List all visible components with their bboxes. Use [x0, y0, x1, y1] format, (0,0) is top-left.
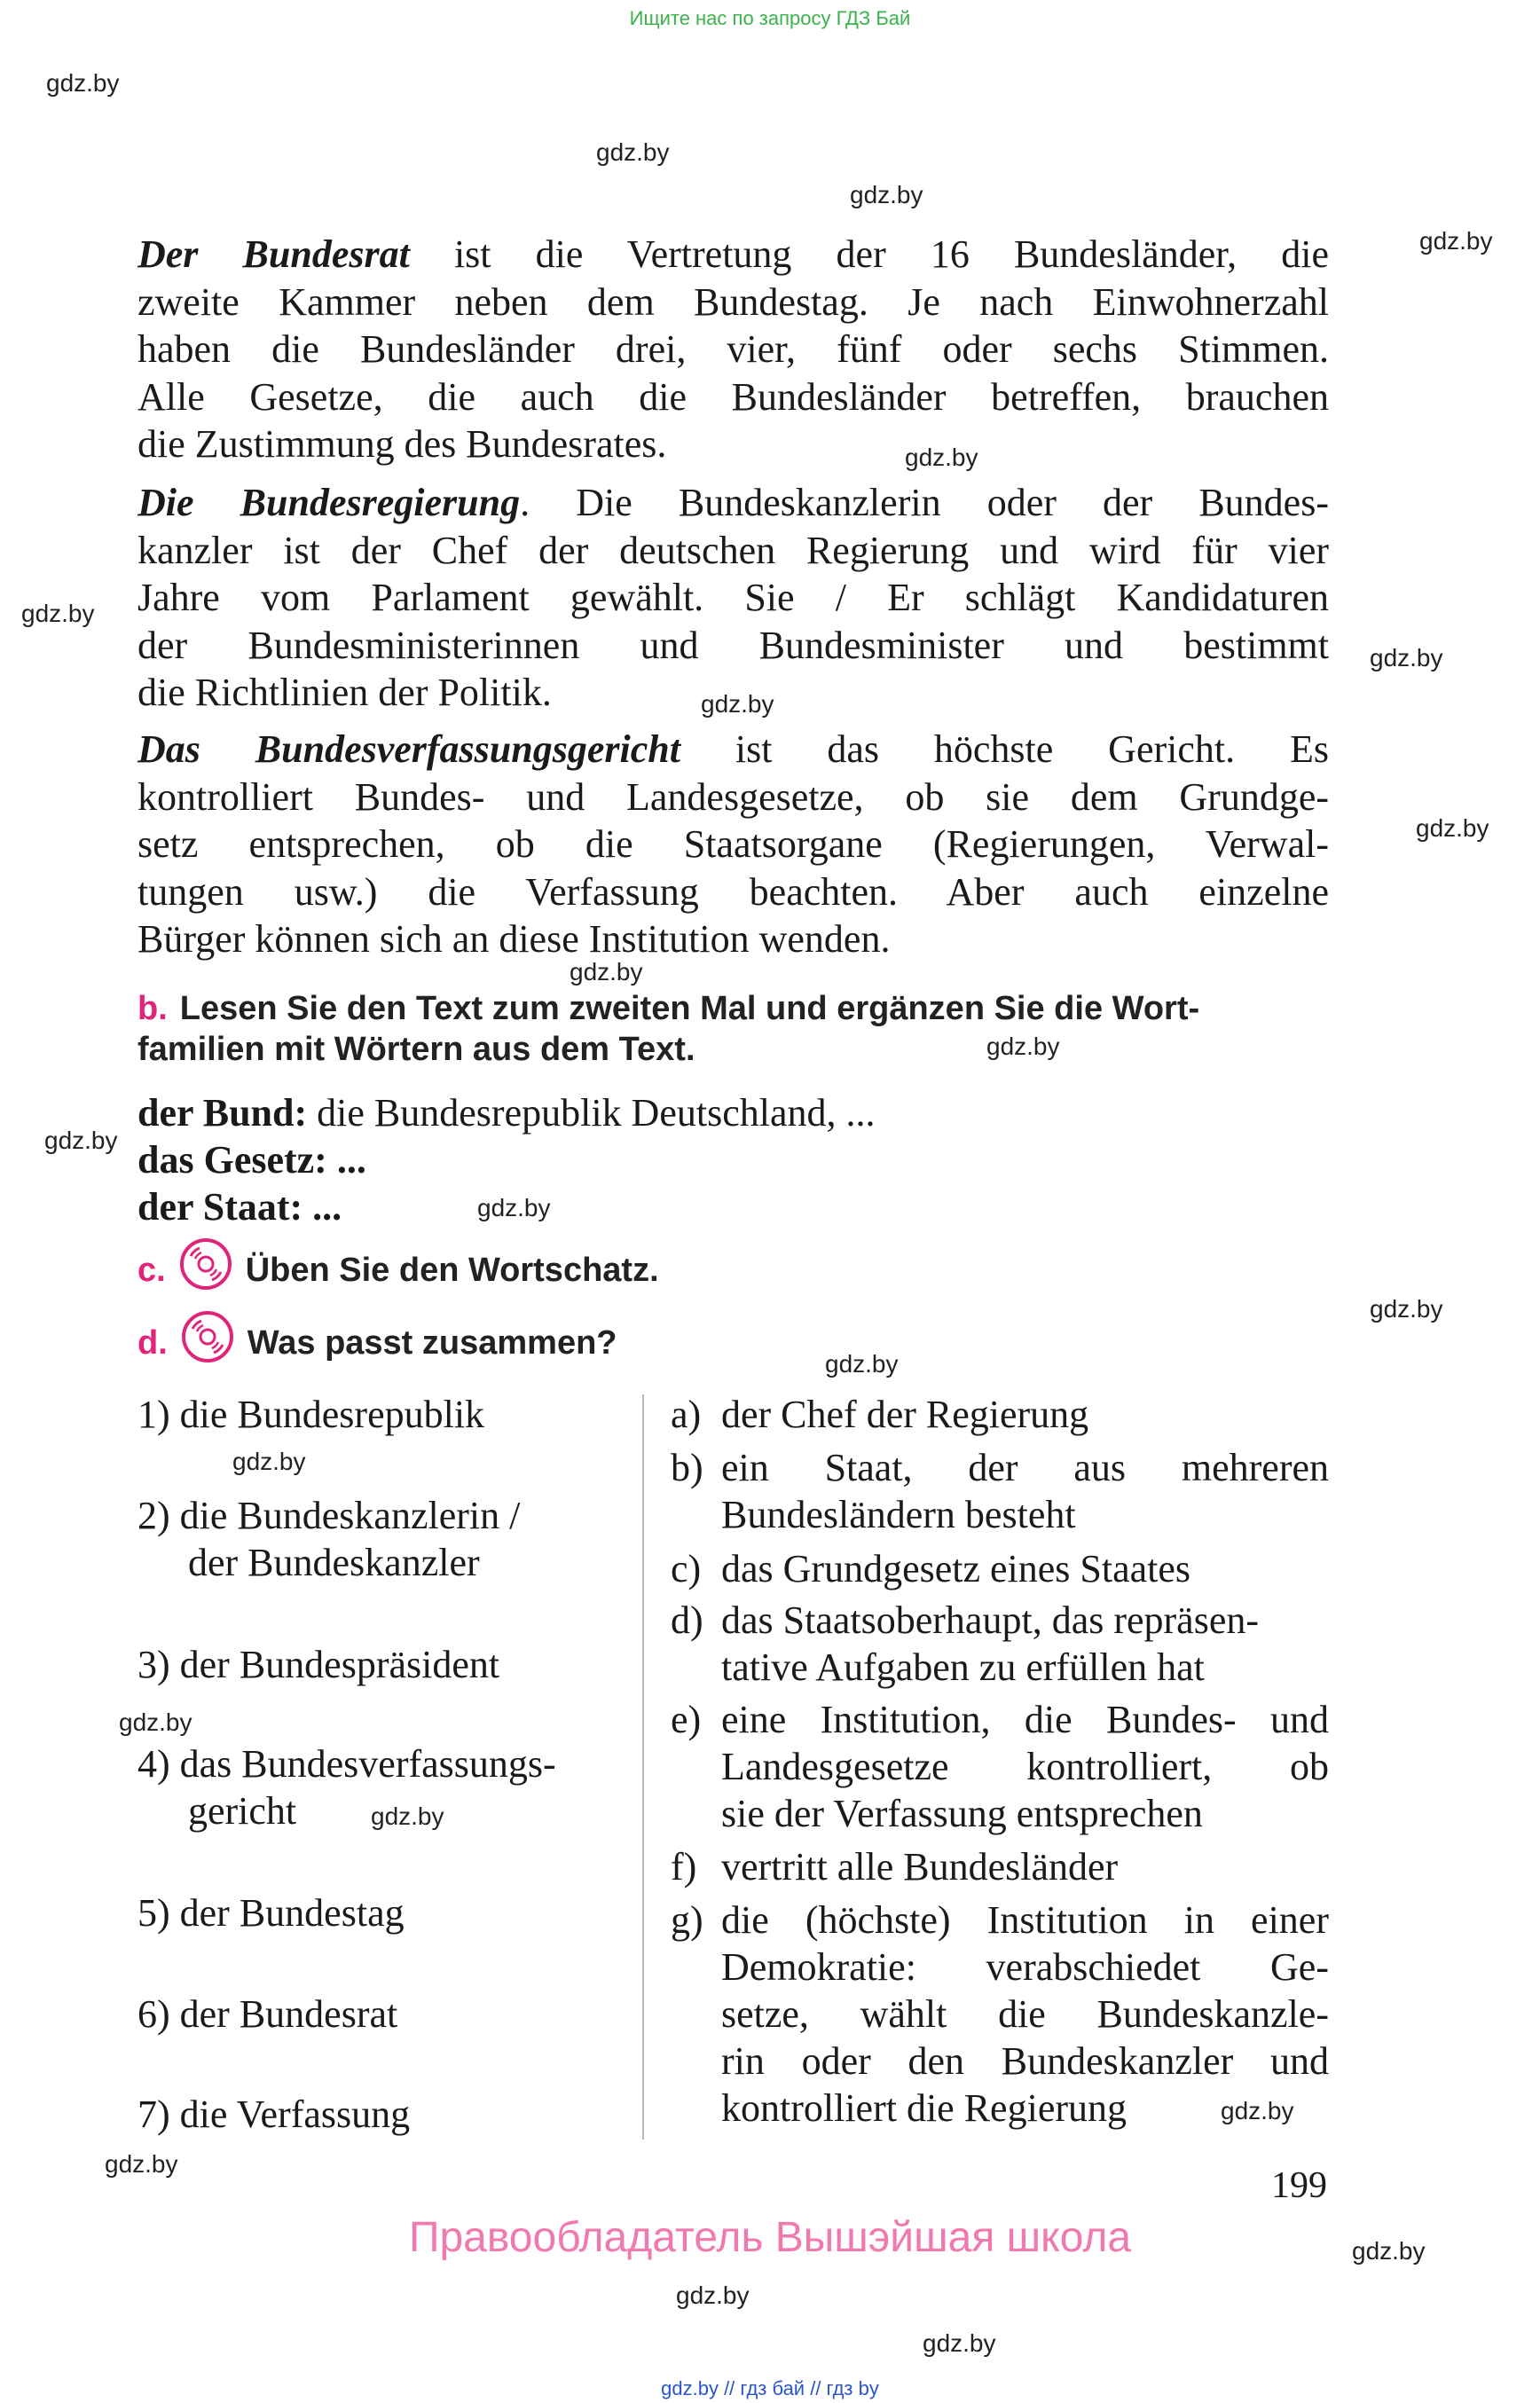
item-text: rin oder den Bundeskanzler und — [721, 2039, 1329, 2083]
task-letter: b. — [138, 990, 168, 1027]
paragraph-lead: Der Bundesrat — [138, 232, 410, 276]
watermark: gdz.by — [596, 138, 670, 166]
item-text: gericht — [188, 1789, 297, 1833]
watermark: gdz.by — [371, 1802, 444, 1830]
word-family-item — [138, 1183, 875, 1230]
page-number: 199 — [1271, 2165, 1327, 2206]
item-text: Demokratie: verabschiedet Ge- — [721, 1945, 1329, 1989]
task-instruction: familien mit Wörtern aus dem Text. — [138, 1031, 695, 1068]
text-line: setz entsprechen, ob die Staatsorgane (Regierungen, Verwal- — [138, 822, 1329, 866]
match-left-item — [138, 1991, 397, 2038]
family-term: der Bund: — [138, 1091, 308, 1135]
item-text: der Bundestag — [179, 1891, 405, 1935]
match-right-item — [671, 1696, 1329, 1837]
text-line: der Bundesministerinnen und Bundesminister und bestimmt — [138, 623, 1329, 667]
item-text: ein Staat, der aus mehreren — [721, 1446, 1329, 1489]
text-line: zweite Kammer neben dem Bundestag. Je nach Einwohnerzahl — [138, 279, 1329, 324]
watermark: gdz.by — [119, 1708, 192, 1736]
item-letter: a) — [671, 1393, 702, 1436]
item-text: der Bundeskanzler — [188, 1541, 480, 1584]
watermark: gdz.by — [46, 69, 120, 97]
cd-audio-icon[interactable] — [180, 1309, 235, 1364]
watermark: gdz.by — [676, 2281, 750, 2309]
watermark: gdz.by — [850, 181, 923, 208]
watermark: gdz.by — [21, 600, 95, 627]
paragraph-lead: Die Bundesregierung — [138, 481, 521, 524]
column-divider — [642, 1394, 644, 2140]
watermark: gdz.by — [905, 444, 978, 471]
match-left-item — [138, 1641, 499, 1688]
task-c — [138, 1249, 1331, 1292]
family-term: das Gesetz: ... — [138, 1138, 366, 1182]
copyright-holder: Правообладатель Вышэйшая школа — [408, 2214, 1132, 2261]
watermark: gdz.by — [477, 1194, 551, 1221]
word-family-item — [138, 1136, 875, 1183]
text-line: Jahre vom Parlament gewählt. Sie / Er schlägt Kandidaturen — [138, 576, 1329, 619]
cd-audio-icon[interactable] — [178, 1237, 233, 1292]
text-line: die Zustimmung des Bundesrates. — [138, 422, 667, 466]
text-line: ist die Vertretung der 16 Bundesländer, die — [409, 232, 1330, 276]
task-d — [138, 1322, 1331, 1364]
item-number: 4) — [138, 1742, 170, 1786]
text-line: kontrolliert Bundes- und Landesgesetze, ob sie dem Grundge- — [138, 774, 1329, 819]
item-text: kontrolliert die Regierung — [721, 2086, 1127, 2130]
word-family-list — [138, 1089, 875, 1230]
watermark: gdz.by — [1221, 2097, 1294, 2124]
item-number: 2) — [138, 1494, 170, 1537]
watermark: gdz.by — [105, 2150, 178, 2178]
task-letter: c. — [138, 1252, 166, 1289]
item-text: Landesgesetze kontrolliert, ob — [721, 1745, 1329, 1788]
word-family-item — [138, 1089, 875, 1136]
paragraph-lead: Das Bundesverfassungsgericht — [138, 727, 680, 771]
item-text: eine Institution, die Bundes- und — [721, 1698, 1329, 1741]
family-term: der Staat: ... — [138, 1185, 342, 1229]
match-left-item — [138, 1889, 405, 1936]
task-b — [138, 988, 1331, 1070]
paragraph-bundesrat — [138, 231, 1329, 468]
item-number: 3) — [138, 1643, 170, 1686]
match-right-item — [671, 1843, 1329, 1890]
item-text: Bundesländern besteht — [721, 1493, 1076, 1536]
item-letter: e) — [671, 1698, 702, 1741]
match-right-item — [671, 1444, 1329, 1538]
family-examples: die Bundesrepublik Deutschland, ... — [307, 1091, 876, 1135]
item-letter: d) — [671, 1598, 703, 1642]
item-number: 5) — [138, 1891, 170, 1935]
item-letter: f) — [671, 1845, 697, 1889]
match-right-item — [671, 1391, 1329, 1438]
item-letter: g) — [671, 1898, 703, 1942]
task-instruction: Lesen Sie den Text zum zweiten Mal und ergänzen Sie die Wort- — [179, 990, 1200, 1027]
item-text: setze, wählt die Bundeskanzle- — [721, 1992, 1329, 2036]
watermark: gdz.by — [1419, 227, 1493, 255]
item-text: die (höchste) Institution in einer — [721, 1898, 1329, 1942]
watermark: gdz.by — [923, 2329, 996, 2357]
item-letter: c) — [671, 1547, 702, 1590]
item-text: der Bundesrat — [179, 1992, 398, 2036]
item-number: 1) — [138, 1393, 170, 1436]
match-left-item — [138, 1740, 556, 1834]
footer-links[interactable]: gdz.by // гдз бай // гдз by — [661, 2377, 879, 2399]
item-text: der Chef der Regierung — [721, 1393, 1089, 1436]
watermark: gdz.by — [986, 1033, 1060, 1060]
item-text: das Grundgesetz eines Staates — [721, 1547, 1191, 1590]
task-letter: d. — [138, 1324, 168, 1362]
text-line: haben die Bundesländer drei, vier, fünf oder sechs Stimmen. — [138, 327, 1329, 371]
text-line: tungen usw.) die Verfassung beachten. Aber auch einzelne — [138, 869, 1329, 914]
item-letter: b) — [671, 1446, 703, 1489]
item-number: 6) — [138, 1992, 170, 2036]
text-line: Bürger können sich an diese Institution wenden. — [138, 917, 891, 961]
item-text: das Staatsoberhaupt, das repräsen- — [721, 1598, 1260, 1642]
match-left-item — [138, 1391, 484, 1438]
task-instruction: Üben Sie den Wortschatz. — [245, 1252, 659, 1289]
item-text: sie der Verfassung entsprechen — [721, 1792, 1203, 1835]
text-line: Alle Gesetze, die auch die Bundesländer betreffen, brauchen — [138, 374, 1329, 419]
match-left-item — [138, 1492, 520, 1586]
item-text: die Bundesrepublik — [179, 1393, 485, 1436]
top-banner[interactable]: Ищите нас по запросу ГДЗ Бай — [629, 7, 911, 29]
item-text: tative Aufgaben zu erfüllen hat — [721, 1645, 1205, 1689]
watermark: gdz.by — [44, 1127, 118, 1154]
item-text: die Verfassung — [179, 2093, 411, 2136]
match-right-item — [671, 1896, 1329, 2132]
text-line: . Die Bundeskanzlerin oder der Bundes- — [520, 481, 1329, 524]
watermark: gdz.by — [1370, 1295, 1443, 1323]
item-text: das Bundesverfassungs- — [179, 1742, 556, 1786]
watermark: gdz.by — [570, 958, 643, 986]
paragraph-bundesverfassungsgericht — [138, 726, 1329, 963]
paragraph-bundesregierung — [138, 479, 1329, 717]
match-right-item — [671, 1545, 1329, 1592]
item-number: 7) — [138, 2093, 170, 2136]
watermark: gdz.by — [1370, 644, 1443, 671]
text-line: ist das höchste Gericht. Es — [680, 727, 1329, 771]
item-text: vertritt alle Bundesländer — [721, 1845, 1119, 1889]
watermark: gdz.by — [701, 690, 774, 718]
text-line: die Richtlinien der Politik. — [138, 671, 552, 714]
watermark: gdz.by — [1416, 814, 1489, 842]
item-text: die Bundeskanzlerin / — [179, 1494, 521, 1537]
text-line: kanzler ist der Chef der deutschen Regierung und wird für vier — [138, 528, 1329, 572]
task-instruction: Was passt zusammen? — [247, 1324, 617, 1362]
watermark: gdz.by — [825, 1350, 899, 1378]
match-left-item — [138, 2091, 410, 2138]
item-text: der Bundespräsident — [179, 1643, 500, 1686]
watermark: gdz.by — [1352, 2237, 1426, 2265]
watermark: gdz.by — [232, 1448, 306, 1475]
match-right-item — [671, 1597, 1329, 1691]
